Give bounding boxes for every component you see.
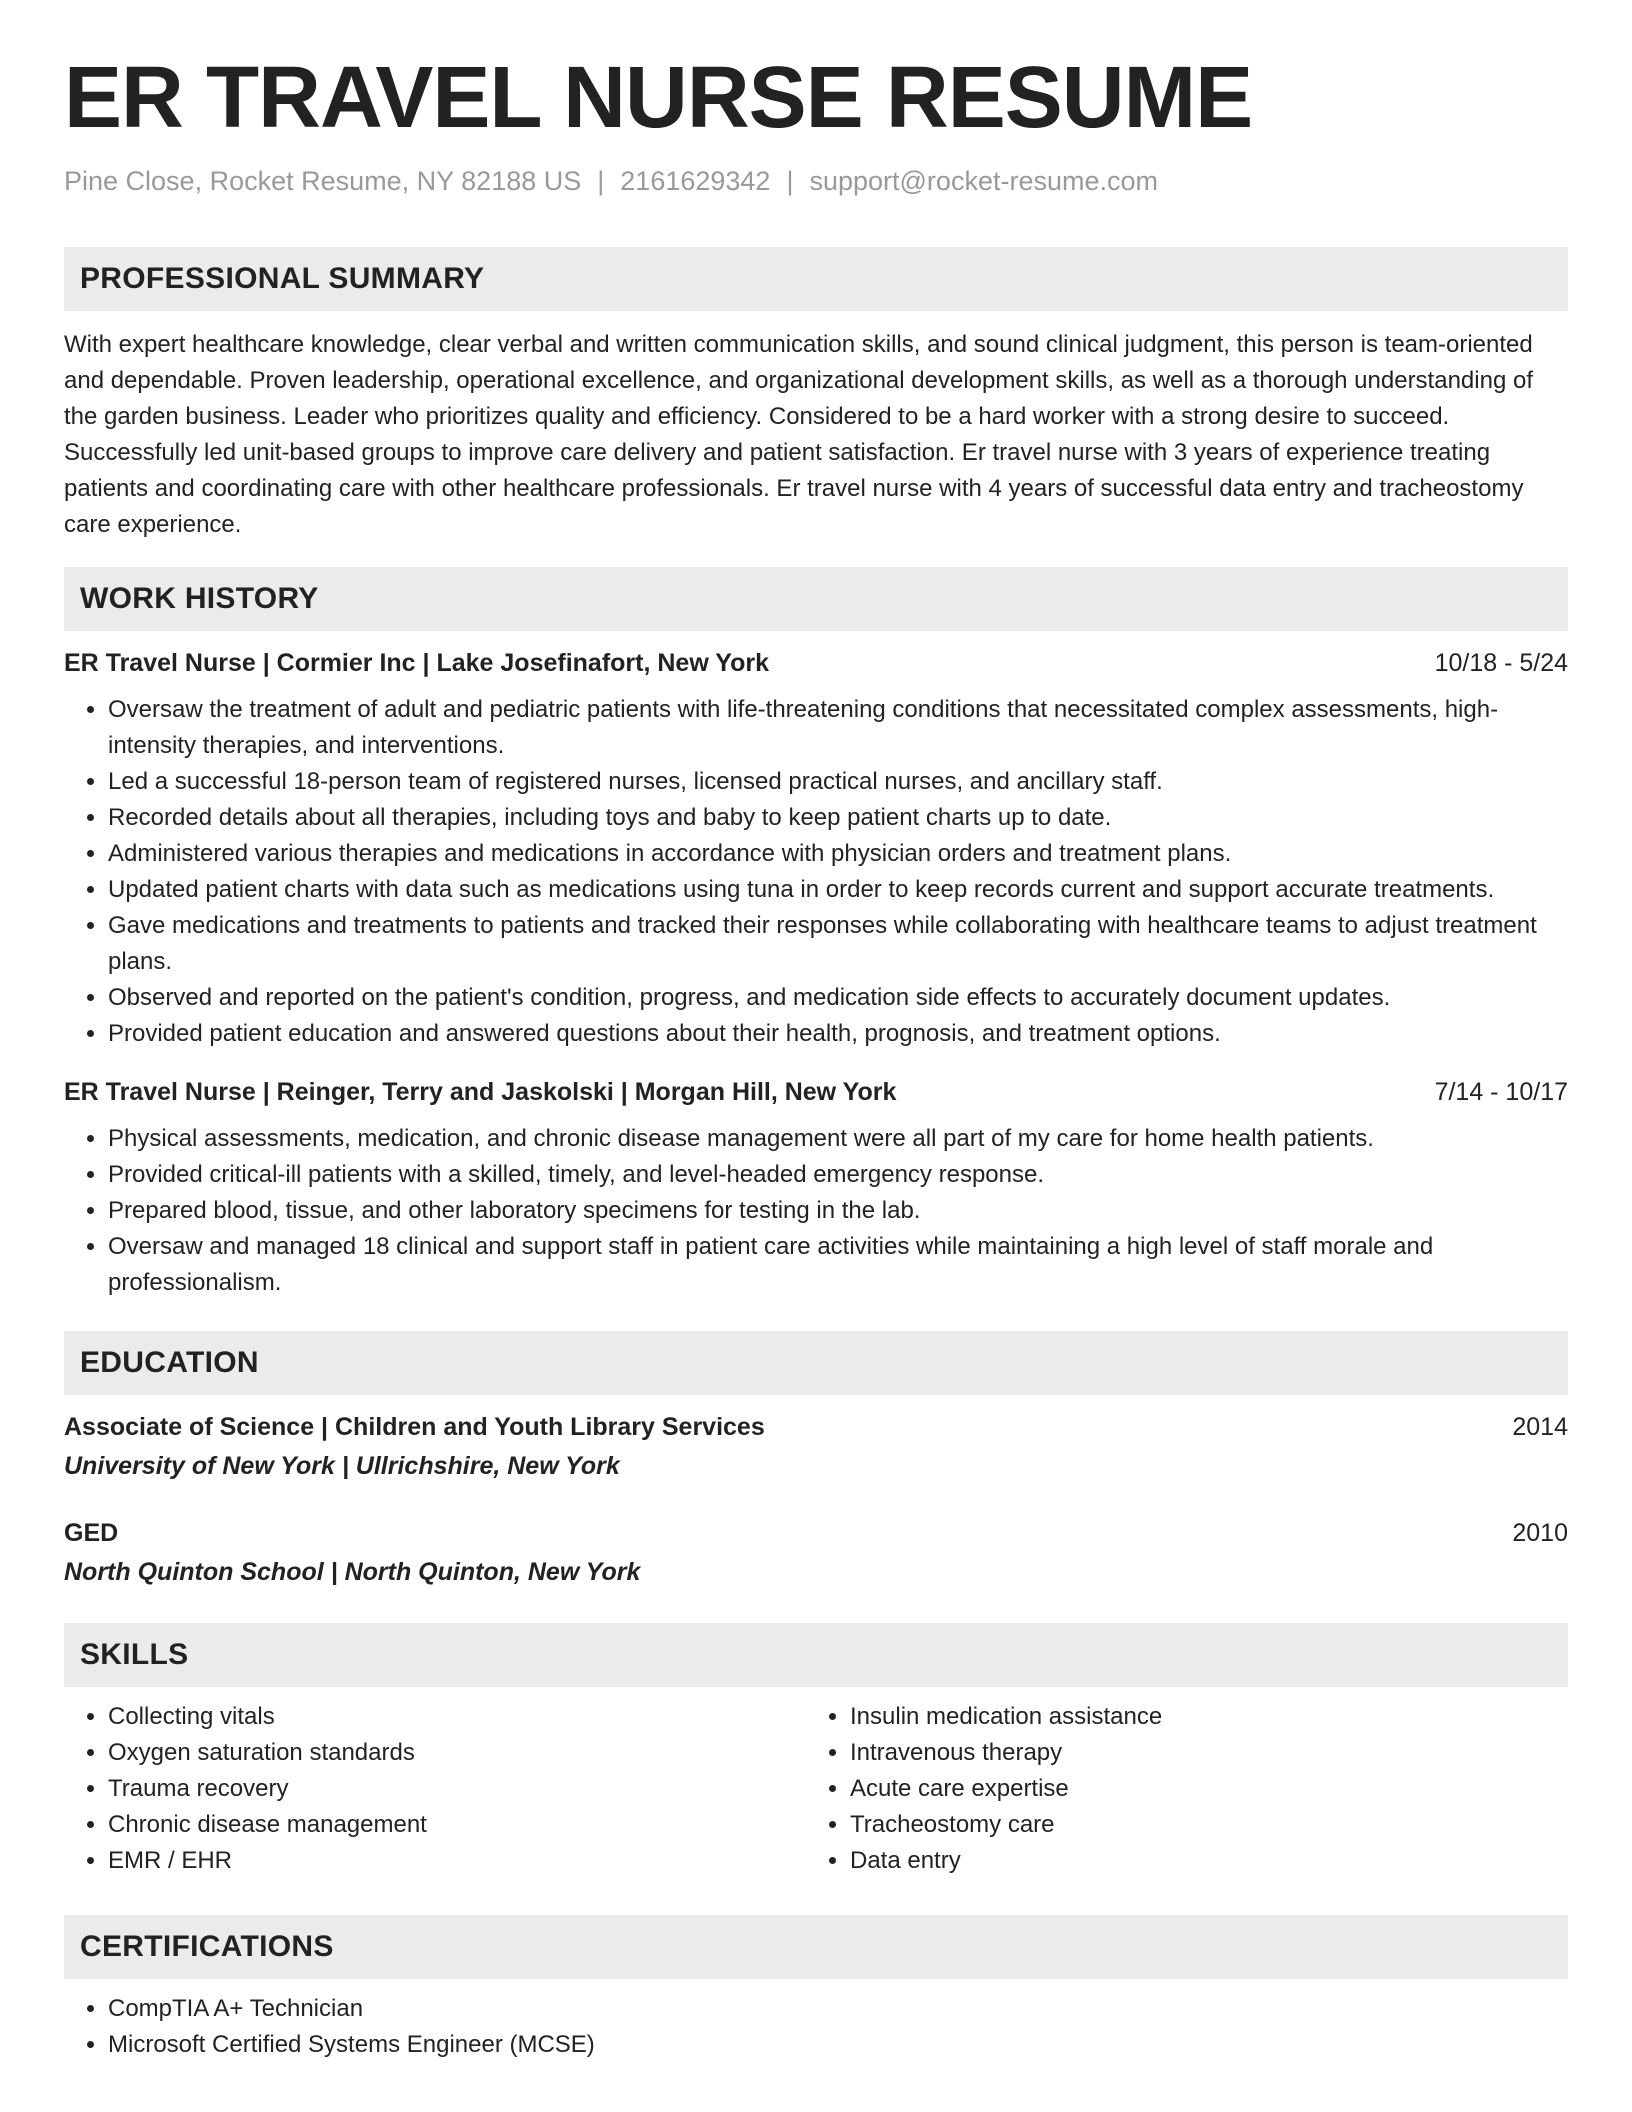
skill-item: • Data entry <box>850 1843 1548 1879</box>
section-header-summary: PROFESSIONAL SUMMARY <box>64 247 1568 311</box>
job-bullets <box>64 692 1568 1052</box>
resume-title: ER TRAVEL NURSE RESUME <box>64 49 1253 146</box>
job-bullet: • Provided patient education and answered questions about their health, prognosis, and treatment options. <box>108 1016 1568 1052</box>
job-bullet: • Updated patient charts with data such as medications using tuna in order to keep records current and support accurate treatments. <box>108 872 1568 908</box>
contact-line <box>64 166 1568 197</box>
skill-item: • Trauma recovery <box>108 1771 806 1807</box>
job-bullet: • Observed and reported on the patient's condition, progress, and medication side effects to accurately document updates. <box>108 980 1568 1016</box>
skills-grid <box>64 1699 1568 1879</box>
skills-column-right <box>806 1699 1548 1879</box>
contact-separator: | <box>786 165 794 196</box>
education-degree-row <box>64 1413 1568 1442</box>
skill-item: • Insulin medication assistance <box>850 1699 1548 1735</box>
certification-item: • Microsoft Certified Systems Engineer (MCSE) <box>108 2027 1568 2063</box>
job-bullet: • Led a successful 18-person team of registered nurses, licensed practical nurses, and ancillary staff. <box>108 764 1568 800</box>
skill-item: • Acute care expertise <box>850 1771 1548 1807</box>
job-dates: 7/14 - 10/17 <box>1434 1077 1568 1106</box>
job-bullet: • Prepared blood, tissue, and other laboratory specimens for testing in the lab. <box>108 1193 1568 1229</box>
job-bullet: • Provided critical-ill patients with a skilled, timely, and level-headed emergency response. <box>108 1157 1568 1193</box>
skill-item: • Chronic disease management <box>108 1807 806 1843</box>
certification-item: • CompTIA A+ Technician <box>108 1991 1568 2027</box>
skill-item: • Collecting vitals <box>108 1699 806 1735</box>
job-entry <box>64 1078 1568 1301</box>
education-degree: Associate of Science | Children and Youth Library Services <box>64 1412 765 1441</box>
job-title-line: ER Travel Nurse | Cormier Inc | Lake Josefinafort, New York <box>64 648 769 677</box>
summary-text: With expert healthcare knowledge, clear verbal and written communication skills, and sound clinical judgment, this person is team-oriented and dependable. Proven leadership, operational excellence, and organizational development skills, as well as a thorough understanding of the garden business. Leader who prioritizes quality and efficiency. Considered to be a hard worker with a strong desire to succeed. Successfully led unit-based groups to improve care delivery and patient satisfaction. Er travel nurse with 3 years of experience treating patients and coordinating care with other healthcare professionals. Er travel nurse with 4 years of successful data entry and tracheostomy care experience. <box>64 330 1533 538</box>
job-title-row <box>64 649 1568 678</box>
section-header-work-history: WORK HISTORY <box>64 567 1568 631</box>
education-school: North Quinton School | North Quinton, New York <box>64 1557 641 1586</box>
job-dates: 10/18 - 5/24 <box>1434 648 1568 677</box>
job-title-line: ER Travel Nurse | Reinger, Terry and Jaskolski | Morgan Hill, New York <box>64 1077 897 1106</box>
job-bullet: • Oversaw and managed 18 clinical and support staff in patient care activities while maintaining a high level of staff morale and professionalism. <box>108 1229 1568 1301</box>
education-entry <box>64 1519 1568 1587</box>
contact-address: Pine Close, Rocket Resume, NY 82188 US <box>64 165 582 196</box>
certifications-list <box>64 1991 1568 2063</box>
contact-email: support@rocket-resume.com <box>809 165 1158 196</box>
section-header-education: EDUCATION <box>64 1331 1568 1395</box>
skills-column-left <box>64 1699 806 1879</box>
job-bullet: • Recorded details about all therapies, including toys and baby to keep patient charts up to date. <box>108 800 1568 836</box>
skill-item: • Intravenous therapy <box>850 1735 1548 1771</box>
education-degree: GED <box>64 1518 119 1547</box>
job-bullet: • Physical assessments, medication, and chronic disease management were all part of my care for home health patients. <box>108 1121 1568 1157</box>
job-title-row <box>64 1078 1568 1107</box>
job-bullet: • Gave medications and treatments to patients and tracked their responses while collaborating with healthcare teams to adjust treatment plans. <box>108 908 1568 980</box>
job-bullet: • Administered various therapies and medications in accordance with physician orders and treatment plans. <box>108 836 1568 872</box>
education-school: University of New York | Ullrichshire, New York <box>64 1451 620 1480</box>
education-degree-row <box>64 1519 1568 1548</box>
job-entry <box>64 649 1568 1052</box>
education-year: 2010 <box>1512 1518 1568 1547</box>
contact-separator: | <box>597 165 605 196</box>
education-entry <box>64 1413 1568 1481</box>
skill-item: • EMR / EHR <box>108 1843 806 1879</box>
education-year: 2014 <box>1512 1412 1568 1441</box>
section-header-skills: SKILLS <box>64 1623 1568 1687</box>
skill-item: • Oxygen saturation standards <box>108 1735 806 1771</box>
resume-page <box>64 50 1568 2063</box>
skill-item: • Tracheostomy care <box>850 1807 1548 1843</box>
contact-phone: 2161629342 <box>620 165 771 196</box>
job-bullet: • Oversaw the treatment of adult and pediatric patients with life-threatening conditions that necessitated complex assessments, high-intensity therapies, and interventions. <box>108 692 1568 764</box>
job-bullets <box>64 1121 1568 1301</box>
section-header-certifications: CERTIFICATIONS <box>64 1915 1568 1979</box>
